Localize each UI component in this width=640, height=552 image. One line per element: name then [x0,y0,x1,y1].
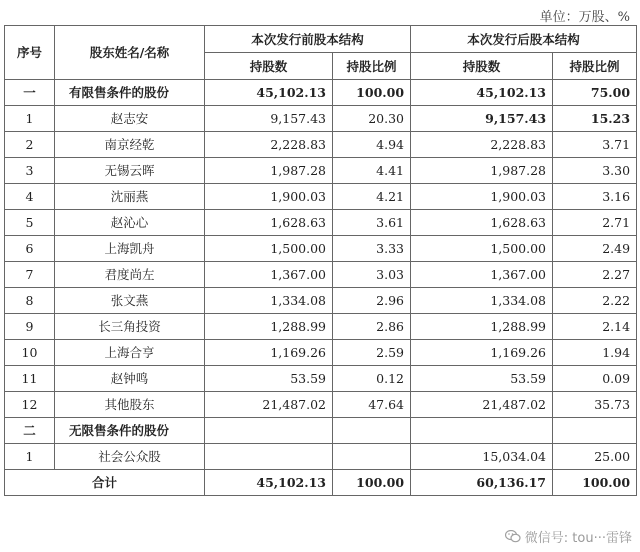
row-name: 赵钟鸣 [55,366,205,392]
table-row [5,340,637,366]
row-seq: 12 [5,392,55,418]
row-name: 其他股东 [55,392,205,418]
restricted-seq: 一 [5,80,55,106]
header-before-shares: 持股数 [205,53,333,80]
row-before-shares: 2,228.83 [205,132,333,158]
table-row [5,314,637,340]
public-after-ratio: 25.00 [553,444,637,470]
table-row [5,132,637,158]
row-before-shares: 21,487.02 [205,392,333,418]
row-after-ratio: 3.16 [553,184,637,210]
row-after-shares: 1,288.99 [411,314,553,340]
row-before-shares: 1,628.63 [205,210,333,236]
row-before-ratio: 4.21 [333,184,411,210]
row-seq: 3 [5,158,55,184]
row-before-ratio: 2.86 [333,314,411,340]
row-before-ratio: 3.61 [333,210,411,236]
restricted-section-row [5,80,637,106]
public-before-ratio [333,444,411,470]
total-before-ratio: 100.00 [333,470,411,496]
total-row [5,470,637,496]
unrestricted-before-ratio [333,418,411,444]
row-after-ratio: 2.27 [553,262,637,288]
share-structure-table [4,25,637,496]
table-body-tail [5,418,637,496]
row-before-ratio: 3.33 [333,236,411,262]
row-after-shares: 1,367.00 [411,262,553,288]
table-row [5,158,637,184]
row-before-shares: 1,169.26 [205,340,333,366]
header-after-group: 本次发行后股本结构 [411,26,637,53]
public-name: 社会公众股 [55,444,205,470]
row-after-ratio: 2.49 [553,236,637,262]
row-after-ratio: 35.73 [553,392,637,418]
row-before-shares: 1,367.00 [205,262,333,288]
table-row [5,184,637,210]
row-before-ratio: 3.03 [333,262,411,288]
row-after-shares: 53.59 [411,366,553,392]
row-before-shares: 1,987.28 [205,158,333,184]
row-after-ratio: 2.14 [553,314,637,340]
public-before-shares [205,444,333,470]
row-seq: 4 [5,184,55,210]
row-name: 上海凯舟 [55,236,205,262]
total-after-shares: 60,136.17 [411,470,553,496]
row-seq: 1 [5,106,55,132]
row-seq: 9 [5,314,55,340]
row-before-ratio: 2.96 [333,288,411,314]
table-row [5,288,637,314]
header-after-shares: 持股数 [411,53,553,80]
header-before-group: 本次发行前股本结构 [205,26,411,53]
watermark-text: 微信号: tou···雷锋 [524,531,632,546]
row-after-shares: 1,628.63 [411,210,553,236]
row-name: 赵志安 [55,106,205,132]
unrestricted-seq: 二 [5,418,55,444]
header-seq: 序号 [5,26,55,80]
table-row [5,262,637,288]
row-before-shares: 1,500.00 [205,236,333,262]
unrestricted-section-row [5,418,637,444]
row-before-ratio: 4.41 [333,158,411,184]
restricted-before-ratio: 100.00 [333,80,411,106]
row-before-shares: 1,288.99 [205,314,333,340]
wechat-icon [505,530,521,543]
row-name: 张文燕 [55,288,205,314]
header-before-ratio: 持股比例 [333,53,411,80]
row-after-shares: 1,334.08 [411,288,553,314]
header-name: 股东姓名/名称 [55,26,205,80]
public-after-shares: 15,034.04 [411,444,553,470]
restricted-name: 有限售条件的股份 [55,80,205,106]
total-after-ratio: 100.00 [553,470,637,496]
row-before-ratio: 4.94 [333,132,411,158]
unit-label: 单位：万股、% [539,10,630,25]
row-after-ratio: 2.22 [553,288,637,314]
header-row-group [5,26,637,53]
row-before-shares: 53.59 [205,366,333,392]
row-after-shares: 1,987.28 [411,158,553,184]
row-seq: 5 [5,210,55,236]
table-body [5,80,637,418]
restricted-after-ratio: 75.00 [553,80,637,106]
row-after-shares: 2,228.83 [411,132,553,158]
unrestricted-after-shares [411,418,553,444]
table-row [5,210,637,236]
unrestricted-after-ratio [553,418,637,444]
row-after-shares: 1,900.03 [411,184,553,210]
watermark [505,527,632,546]
row-name: 无锡云晖 [55,158,205,184]
row-before-ratio: 20.30 [333,106,411,132]
row-name: 上海合亨 [55,340,205,366]
table-row [5,106,637,132]
row-after-shares: 1,500.00 [411,236,553,262]
unrestricted-name: 无限售条件的股份 [55,418,205,444]
restricted-after-shares: 45,102.13 [411,80,553,106]
table-row [5,366,637,392]
row-name: 长三角投资 [55,314,205,340]
row-after-shares: 1,169.26 [411,340,553,366]
row-seq: 8 [5,288,55,314]
row-name: 君度尚左 [55,262,205,288]
total-before-shares: 45,102.13 [205,470,333,496]
header-after-ratio: 持股比例 [553,53,637,80]
row-before-shares: 9,157.43 [205,106,333,132]
total-label: 合计 [5,470,205,496]
row-after-ratio: 2.71 [553,210,637,236]
restricted-before-shares: 45,102.13 [205,80,333,106]
table-row [5,392,637,418]
row-name: 沈丽燕 [55,184,205,210]
row-seq: 2 [5,132,55,158]
public-shares-row [5,444,637,470]
row-before-ratio: 47.64 [333,392,411,418]
row-name: 南京经乾 [55,132,205,158]
row-after-ratio: 1.94 [553,340,637,366]
row-after-shares: 21,487.02 [411,392,553,418]
public-seq: 1 [5,444,55,470]
row-seq: 11 [5,366,55,392]
row-seq: 7 [5,262,55,288]
row-before-shares: 1,900.03 [205,184,333,210]
row-after-ratio: 0.09 [553,366,637,392]
row-before-ratio: 2.59 [333,340,411,366]
row-seq: 6 [5,236,55,262]
row-name: 赵沁心 [55,210,205,236]
row-seq: 10 [5,340,55,366]
row-after-ratio: 3.30 [553,158,637,184]
row-before-shares: 1,334.08 [205,288,333,314]
unrestricted-before-shares [205,418,333,444]
row-after-ratio: 3.71 [553,132,637,158]
row-before-ratio: 0.12 [333,366,411,392]
table-row [5,236,637,262]
row-after-ratio: 15.23 [553,106,637,132]
row-after-shares: 9,157.43 [411,106,553,132]
